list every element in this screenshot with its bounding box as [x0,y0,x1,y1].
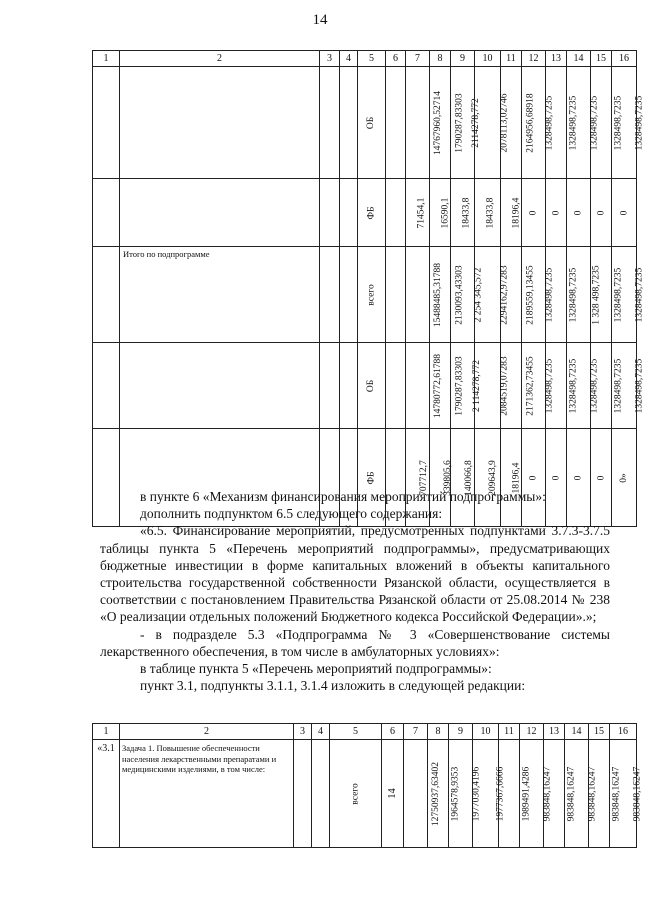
body-text [100,488,610,694]
value: 12750937,63402 [431,761,442,827]
value: 0 [573,210,584,216]
paragraph-table-point-5: в таблице пункта 5 «Перечень мероприятий подпрограммы»: [140,661,492,677]
value: 983848,16247 [566,766,577,822]
column-header: 2 [120,724,294,740]
value-cell [475,179,501,247]
funding-type: всего [350,783,361,805]
value-cell [591,179,612,247]
value-cell [546,179,567,247]
table-cell [93,67,120,179]
funding-type-cell [330,740,382,848]
value: 0 [528,210,539,216]
column-header: 15 [591,51,612,67]
column-header: 5 [330,724,382,740]
value: 1328498,7235 [544,267,555,323]
value: 1790287,83303 [454,356,465,416]
value: 1964578,9353 [450,766,461,822]
value-cell [406,179,430,247]
value: 1328498,7235 [589,95,600,151]
value: 1328498,7235 [568,95,579,151]
value: 0 [619,210,629,216]
value: 2130093,43303 [454,265,465,325]
value: 1328498,7235 [589,358,600,414]
value: 2294162,97283 [499,265,510,325]
table-cell [340,179,358,247]
value: 0 [551,210,561,216]
value: 1328498,7235 [634,267,645,323]
column-header: 9 [449,724,473,740]
table-cell [340,343,358,429]
value-cell [522,179,546,247]
subprogram-total-table [92,50,645,527]
column-header: 9 [451,51,475,67]
table-cell [312,740,330,848]
row-number: «3.1 [93,740,120,848]
column-header: 5 [358,51,386,67]
value: 983848,16247 [632,766,643,822]
value: 140066,8 [463,460,474,496]
column-header: 14 [567,51,591,67]
column-header: 16 [612,51,637,67]
column-header: 10 [473,724,499,740]
value: 14767960,52714 [433,90,444,156]
value: 2078113,02746 [499,93,510,153]
table-row [93,179,637,247]
funding-type-cell [358,343,386,429]
column-header: 2 [120,51,320,67]
value: 0 [573,475,584,481]
total-label: Итого по подпрограмме [120,247,320,343]
table-cell [294,740,312,848]
table-row [93,343,637,429]
column-header: 6 [382,724,404,740]
funding-type: ОБ [366,379,377,393]
table-cell [93,179,120,247]
paragraph-add-subpoint: дополнить подпунктом 6.5 следующего содержания: [140,506,443,522]
col6-cell [382,740,404,848]
table-cell [93,247,120,343]
column-header: 4 [340,51,358,67]
table-cell [386,343,406,429]
value: 1328498,7235 [613,267,624,323]
paragraph-subpoint-6-5: «6.5. Финансирование мероприятий, предусмотренных подпунктами 3.7.3-3.7.5 таблицы пункта 5 «Перечень мероприятий подпрограммы», предусматривающих бюджетные инвестиции в форме капитальных вложений в объекты капитального строительства государственной собственности Рязанской области, осуществляется в соответствии с постановлением Правительства Рязанской области от 25.08.2014 № 238 «О реализации отдельных положений Бюджетного кодекса Российской Федерации».»; [100,523,610,625]
value: 1328498,7235 [634,358,645,414]
value: 1328498,7235 [613,95,624,151]
value-cell [451,179,475,247]
value-cell [404,740,442,848]
funding-type: ФБ [366,206,377,220]
column-header: 7 [406,51,430,67]
value: 1328498,7235 [544,358,555,414]
funding-type: всего [366,284,377,306]
funding-type: ОБ [366,116,377,130]
table-cell [320,247,340,343]
column-header: 6 [386,51,406,67]
value: 2084519,07283 [499,356,510,416]
table-row [93,67,637,179]
table1-header-row [93,51,637,67]
funding-type-cell [358,67,386,179]
value: 14780772,61788 [433,353,444,419]
value: 2 114278,772 [471,360,482,412]
value: 18196,4 [511,197,522,229]
table-cell [120,179,320,247]
paragraph-new-edition: пункт 3.1, подпункты 3.1.1, 3.1.4 изложить в следующей редакции: [140,678,526,694]
value: 2164956,68918 [525,93,536,153]
value: 18196,4 [511,462,522,494]
value: 0 [528,475,539,481]
table-cell [320,179,340,247]
task-description: Задача 1. Повышение обеспеченности населения лекарственными препаратами и медицинскими изделиями, в том числе: [120,740,294,848]
paragraph-subsection-5-3: - в подразделе 5.3 «Подпрограмма № 3 «Совершенствование системы лекарственного обеспечения, в том числе в амбулаторных условиях»: [100,626,610,659]
value: 0 [551,475,561,481]
column-header: 14 [565,724,589,740]
table-cell [386,247,406,343]
value: 1328498,7235 [568,358,579,414]
column-header: 12 [520,724,544,740]
column-header: 3 [294,724,312,740]
table-cell [386,179,406,247]
value-cell [406,343,444,429]
value: 18433,8 [461,197,472,229]
column-header: 4 [312,724,330,740]
table2-header-row [93,724,637,740]
value-cell [430,179,451,247]
value: 209643,9 [487,460,498,496]
value: 0» [619,473,629,483]
value-cell [612,429,637,527]
column-header: 1 [93,724,120,740]
value: 2 254 345,572 [473,267,484,323]
column-header: 11 [499,724,520,740]
value: 0 [596,210,606,216]
value: 1328498,7235 [568,267,579,323]
table-cell [120,343,320,429]
table-row [93,247,637,343]
value-cell [567,179,591,247]
value: 15488485,31788 [433,262,444,328]
value: 1977367,6666 [495,766,506,822]
value-cell [406,247,444,343]
column-header: 11 [501,51,522,67]
value: 983848,16247 [542,766,553,822]
value: 2189559,13455 [525,265,536,325]
value-cell [501,179,522,247]
funding-type-cell [358,179,386,247]
column-header: 12 [522,51,546,67]
value: 1 328 498,7235 [591,265,602,325]
table-cell [93,343,120,429]
value: 2171362,73455 [525,356,536,416]
task-table [92,723,643,848]
value: 339805,6 [442,460,453,496]
column-header: 3 [320,51,340,67]
column-header: 1 [93,51,120,67]
table-cell [386,67,406,179]
column-header: 8 [428,724,449,740]
value: 2114278,772 [470,98,481,148]
value-cell [406,67,444,179]
table-cell [320,343,340,429]
value: 1977030,4196 [471,766,482,822]
col6-value: 14 [387,788,398,799]
column-header: 13 [546,51,567,67]
value: 983848,16247 [587,766,598,822]
value: 1790287,83303 [454,93,465,153]
table-row [93,740,637,848]
value: 18433,8 [485,197,496,229]
table-cell [340,247,358,343]
value: 1328498,7235 [634,95,645,151]
funding-type: ФБ [366,471,377,485]
column-header: 15 [589,724,610,740]
table-cell [120,67,320,179]
column-header: 7 [404,724,428,740]
value: 71454,1 [416,197,427,229]
value: 983848,16247 [611,766,622,822]
value: 1989491,4286 [521,766,532,822]
value: 16590,1 [440,197,451,229]
page-number: 14 [312,12,328,28]
column-header: 16 [610,724,637,740]
value: 707712,7 [418,460,429,496]
value: 0 [596,475,606,481]
value: 1328498,7235 [613,358,624,414]
funding-type-cell [358,247,386,343]
paragraph-financing-mechanism: в пункте 6 «Механизм финансирования мероприятий подпрограммы»: [140,489,546,504]
table-cell [340,67,358,179]
table-cell [320,67,340,179]
value-cell [612,179,637,247]
column-header: 8 [430,51,451,67]
column-header: 13 [544,724,565,740]
value: 1328498,7235 [544,95,555,151]
column-header: 10 [475,51,501,67]
